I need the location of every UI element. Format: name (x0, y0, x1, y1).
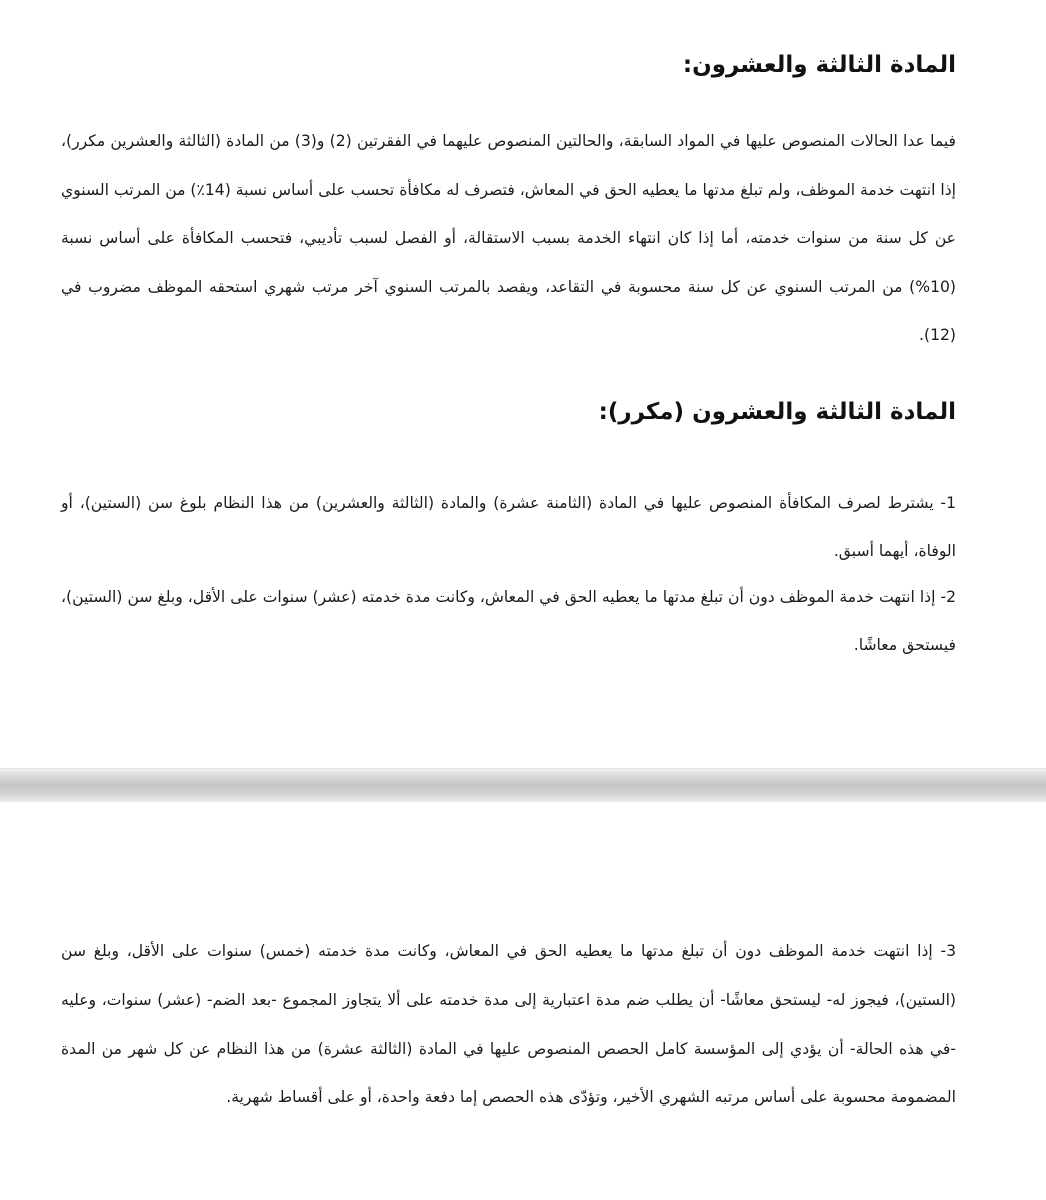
page-separator (0, 768, 1046, 802)
article-23-bis-clause-2: 2- إذا انتهت خدمة الموظف دون أن تبلغ مدتها ما يعطيه الحق في المعاش، وكانت مدة خدمته (عشر) سنوات على الأقل، وبلغ سن (الستين)، فيستحق معاشًا. (61, 588, 956, 654)
article-23-bis-clause-3: 3- إذا انتهت خدمة الموظف دون أن تبلغ مدتها ما يعطيه الحق في المعاش، وكانت مدة خدمته (خمس) سنوات على الأقل، وبلغ سن (الستين)، فيجوز له- ليستحق معاشًا- أن يطلب ضم مدة اعتبارية إلى مدة خدمته على ألا يتجاوز المجموع -بعد الضم- (عشر) سنوات، وعليه -في هذه الحالة- أن يؤدي إلى المؤسسة كامل الحصص المنصوص عليها في المادة (الثالثة عشرة) من هذا النظام عن كل شهر من المدة المضمومة محسوبة على أساس مرتبه الشهري الأخير، وتؤدّى هذه الحصص إما دفعة واحدة، أو على أقساط شهرية. (61, 942, 956, 1107)
article-23-paragraph: فيما عدا الحالات المنصوص عليها في المواد السابقة، والحالتين المنصوص عليهما في الفقرتين (2) و(3) من المادة (الثالثة والعشرين مكرر)، إذا انتهت خدمة الموظف، ولم تبلغ مدتها ما يعطيه الحق في المعاش، فتصرف له مكافأة تحسب على أساس نسبة (14٪) من المرتب السنوي عن كل سنة من سنوات خدمته، أما إذا كان انتهاء الخدمة بسبب الاستقالة، أو الفصل لسبب تأديبي، فتحسب المكافأة على أساس نسبة (10%) من المرتب السنوي عن كل سنة محسوبة في التقاعد، ويقصد بالمرتب السنوي آخر مرتب شهري استحقه الموظف مضروب في (12). (61, 132, 957, 344)
article-23-bis-heading: المادة الثالثة والعشرون (مكرر): (598, 399, 956, 425)
article-23-bis-clause-1: 1- يشترط لصرف المكافأة المنصوص عليها في المادة (الثامنة عشرة) والمادة (الثالثة والعشرين) من هذا النظام بلوغ سن (الستين)، أو الوفاة، أيهما أسبق. (61, 494, 956, 560)
article-23-heading: المادة الثالثة والعشرون: (682, 52, 956, 78)
document-page-lower (0, 802, 1046, 1200)
